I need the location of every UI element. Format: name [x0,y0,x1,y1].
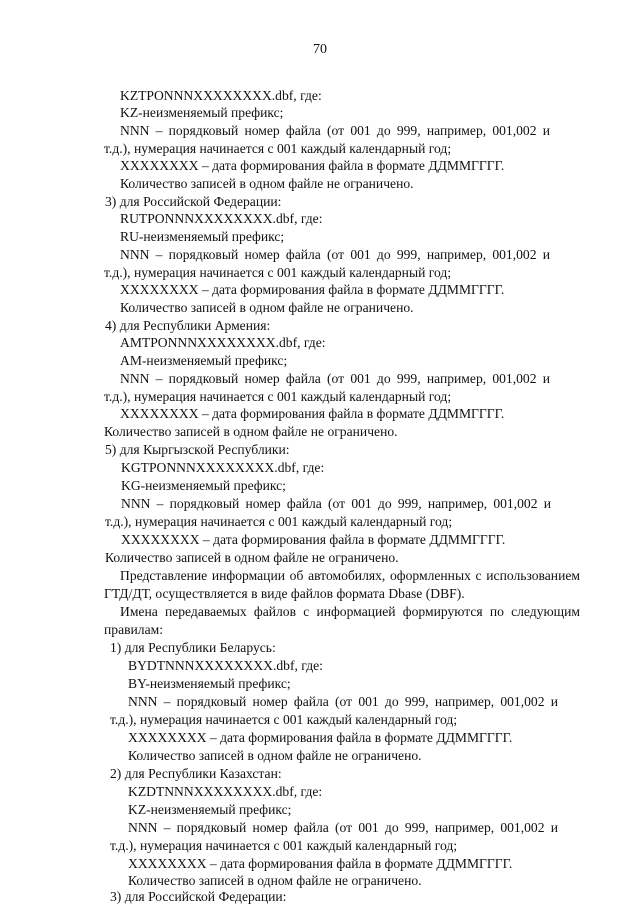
text-line: KGTPONNNXXXXXXXX.dbf, где: [121,460,325,475]
text-line: RUTPONNNXXXXXXXX.dbf, где: [120,211,323,226]
text-line: Количество записей в одном файле не ограничено. [120,176,414,191]
text-line: BY-неизменяемый префикс; [128,676,291,691]
text-line: KZTPONNNXXXXXXXX.dbf, где: [120,88,322,103]
text-line: KG-неизменяемый префикс; [121,478,286,493]
text-line: Количество записей в одном файле не ограничено. [128,873,422,888]
text-line: Количество записей в одном файле не ограничено. [120,300,414,315]
paragraph-line: Имена передаваемых файлов с информацией формируются по следующим [120,604,580,619]
text-line: NNN – порядковый номер файла (от 001 до 999, например, 001,002 и [120,371,550,386]
text-line: т.д.), нумерация начинается с 001 каждый календарный год; [104,389,452,404]
text-line: т.д.), нумерация начинается с 001 каждый календарный год; [104,141,452,156]
page-number: 70 [313,42,327,57]
text-line: т.д.), нумерация начинается с 001 каждый календарный год; [104,265,452,280]
text-line: XXXXXXXX – дата формирования файла в формате ДДММГГГГ. [121,532,506,547]
text-line: Количество записей в одном файле не ограничено. [128,748,422,763]
text-line: KZ-неизменяемый префикс; [128,802,292,817]
paragraph-line: ГТД/ДТ, осуществляется в виде файлов формата Dbase (DBF). [104,586,465,601]
text-line: Количество записей в одном файле не ограничено. [105,550,399,565]
text-line: XXXXXXXX – дата формирования файла в формате ДДММГГГГ. [128,730,513,745]
text-line: NNN – порядковый номер файла (от 001 до 999, например, 001,002 и [120,123,550,138]
text-line: AM-неизменяемый префикс; [120,353,288,368]
text-line: NNN – порядковый номер файла (от 001 до 999, например, 001,002 и [121,496,551,511]
text-line: XXXXXXXX – дата формирования файла в формате ДДММГГГГ. [120,158,505,173]
list-item-heading: 3) для Российской Федерации: [105,194,282,209]
text-line: NNN – порядковый номер файла (от 001 до 999, например, 001,002 и [128,820,558,835]
text-line: т.д.), нумерация начинается с 001 каждый календарный год; [110,712,458,727]
paragraph-line: Представление информации об автомобилях, оформленных с использованием [120,568,580,583]
text-line: XXXXXXXX – дата формирования файла в формате ДДММГГГГ. [128,856,513,871]
list-item-heading: 2) для Республики Казахстан: [110,766,282,781]
text-line: XXXXXXXX – дата формирования файла в формате ДДММГГГГ. [120,406,505,421]
list-item-heading: 1) для Республики Беларусь: [110,640,276,655]
text-line: XXXXXXXX – дата формирования файла в формате ДДММГГГГ. [120,282,505,297]
text-line: RU-неизменяемый префикс; [120,229,285,244]
text-line: KZDTNNNXXXXXXXX.dbf, где: [128,784,323,799]
text-line: AMTPONNNXXXXXXXX.dbf, где: [120,335,326,350]
text-line: NNN – порядковый номер файла (от 001 до 999, например, 001,002 и [120,247,550,262]
text-line: NNN – порядковый номер файла (от 001 до 999, например, 001,002 и [128,694,558,709]
list-item-heading: 3) для Российской Федерации: [110,889,287,904]
text-line: Количество записей в одном файле не ограничено. [104,424,398,439]
list-item-heading: 5) для Кыргызской Республики: [105,442,290,457]
text-line: т.д.), нумерация начинается с 001 каждый календарный год; [110,838,458,853]
text-line: т.д.), нумерация начинается с 001 каждый календарный год; [105,514,453,529]
text-line: BYDTNNNXXXXXXXX.dbf, где: [128,658,323,673]
text-line: KZ-неизменяемый префикс; [120,105,284,120]
list-item-heading: 4) для Республики Армения: [105,318,271,333]
paragraph-line: правилам: [104,622,163,637]
